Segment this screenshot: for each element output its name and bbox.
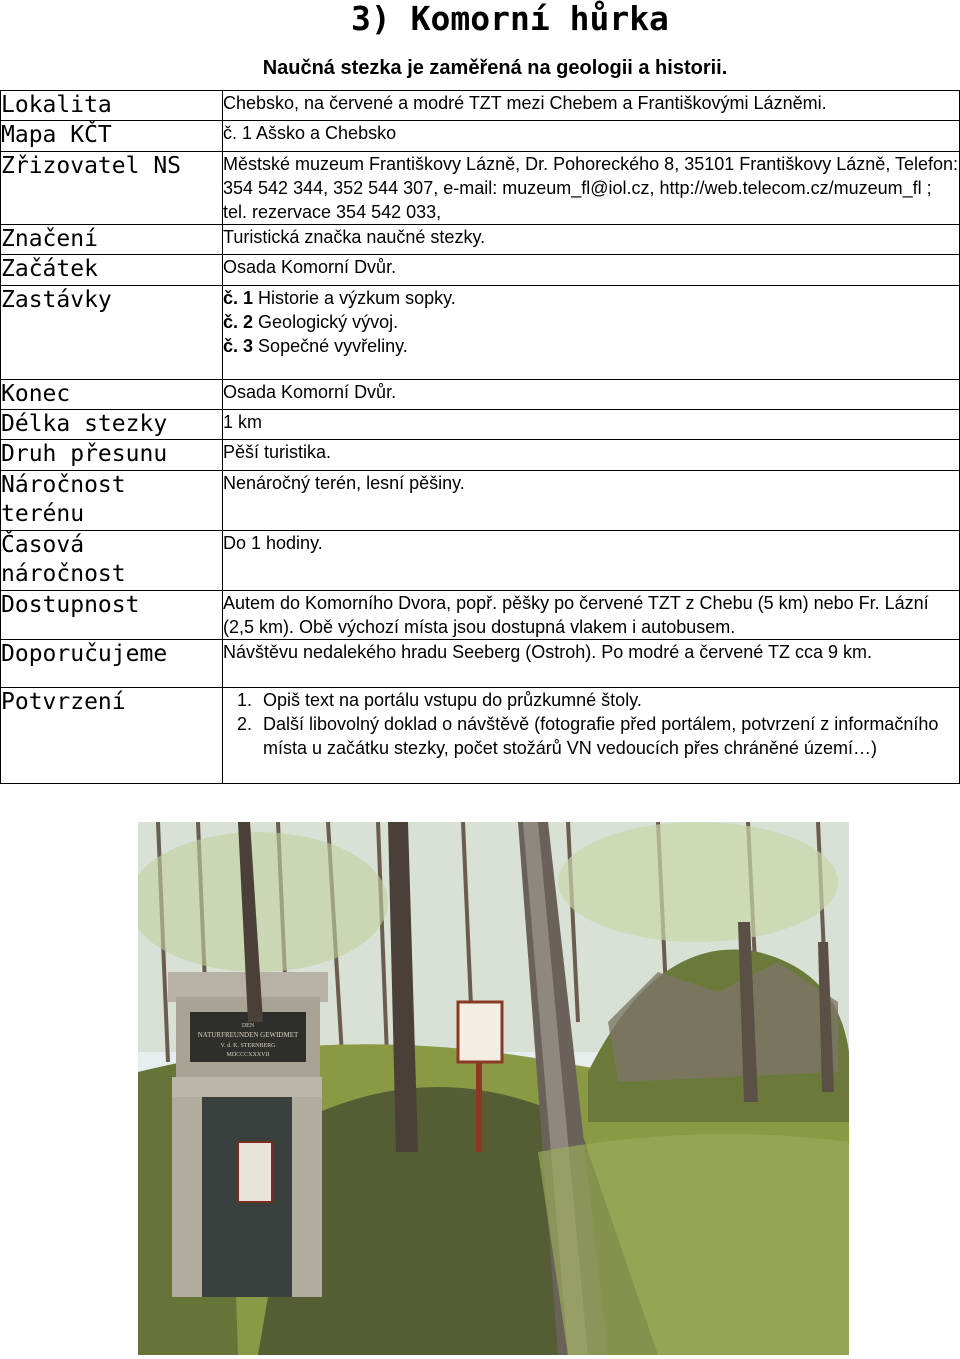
- label-doporucujeme: Doporučujeme: [1, 640, 223, 688]
- page-subtitle: Naučná stezka je zaměřená na geologii a historii.: [262, 57, 728, 79]
- value-konec: Osada Komorní Dvůr.: [223, 380, 960, 410]
- label-potvrzeni: Potvrzení: [1, 688, 223, 784]
- row-zacatek: [1, 255, 960, 286]
- stop-text: Historie a výzkum sopky.: [258, 288, 456, 308]
- value-delka: 1 km: [223, 410, 960, 440]
- label-narocnost: Náročnost terénu: [1, 471, 223, 531]
- value-znaceni: Turistická značka naučné stezky.: [223, 225, 960, 255]
- page-title: 3) Komorní hůrka: [351, 0, 669, 38]
- row-lokalita: [1, 91, 960, 121]
- stop-text: Geologický vývoj.: [258, 312, 399, 332]
- plaque-line: NATURFREUNDEN GEWIDMET: [197, 1031, 299, 1039]
- info-sign: [238, 1142, 272, 1202]
- portal-right-pillar: [292, 1097, 322, 1297]
- portal-lintel: [172, 1077, 322, 1097]
- confirmation-item: 1. Opiš text na portálu vstupu do průzkumné štoly.: [257, 688, 959, 712]
- label-druh: Druh přesunu: [1, 440, 223, 471]
- value-druh: Pěší turistika.: [223, 440, 960, 471]
- foliage-top-right: [558, 822, 838, 942]
- row-zastavky: [1, 286, 960, 380]
- row-znaceni: [1, 225, 960, 255]
- value-zrizovatel: Městské muzeum Františkovy Lázně, Dr. Pohoreckého 8, 35101 Františkovy Lázně, Telefon: 354 542 344, 352 544 307, e-mail: muzeum_fl@iol.cz, http://web.telecom.cz/muzeum_fl ; tel. rezervace 354 542 033,: [223, 152, 960, 225]
- foliage-top-left: [138, 832, 388, 972]
- trail-info-table: [0, 90, 960, 784]
- stop-number: č. 1: [223, 288, 254, 308]
- stop-item: [223, 286, 959, 310]
- row-zrizovatel: [1, 152, 960, 225]
- portal-left-pillar: [172, 1097, 202, 1297]
- row-mapa: [1, 121, 960, 152]
- row-casova: [1, 531, 960, 591]
- row-doporucujeme: [1, 640, 960, 688]
- value-narocnost: Nenáročný terén, lesní pěšiny.: [223, 471, 960, 531]
- label-konec: Konec: [1, 380, 223, 410]
- row-dostupnost: [1, 591, 960, 640]
- label-znaceni: Značení: [1, 225, 223, 255]
- value-doporucujeme: Návštěvu nedalekého hradu Seeberg (Ostroh). Po modré a červené TZ cca 9 km.: [223, 640, 960, 688]
- signpost-board: [458, 1002, 502, 1062]
- label-zacatek: Začátek: [1, 255, 223, 286]
- stop-number: č. 3: [223, 336, 254, 356]
- label-zrizovatel: Zřizovatel NS: [1, 152, 223, 225]
- value-dostupnost: Autem do Komorního Dvora, popř. pěšky po červené TZT z Chebu (5 km) nebo Fr. Lázní (2,5 km). Obě výchozí místa jsou dostupná vlakem i autobusem.: [223, 591, 960, 640]
- value-mapa: č. 1 Ašsko a Chebsko: [223, 121, 960, 152]
- confirmation-item: 2. Další libovolný doklad o návštěvě (fotografie před portálem, potvrzení z informačního místa u začátku stezky, počet stožárů VN vedoucích přes chráněné území…): [257, 712, 959, 760]
- row-druh: [1, 440, 960, 471]
- trail-photo: [138, 822, 849, 1355]
- row-delka: [1, 410, 960, 440]
- label-dostupnost: Dostupnost: [1, 591, 223, 640]
- label-zastavky: Zastávky: [1, 286, 223, 380]
- value-lokalita: Chebsko, na červené a modré TZT mezi Chebem a Františkovými Lázněmi.: [223, 91, 960, 121]
- row-narocnost: [1, 471, 960, 531]
- value-zastavky: [223, 286, 960, 380]
- stop-text: Sopečné vyvřeliny.: [258, 336, 408, 356]
- row-potvrzeni: [1, 688, 960, 784]
- stop-item: [223, 310, 959, 334]
- label-delka: Délka stezky: [1, 410, 223, 440]
- stop-item: [223, 334, 959, 358]
- plaque-line: DEN: [241, 1023, 255, 1029]
- row-konec: [1, 380, 960, 410]
- plaque-line: V. d. K. STERNBERG: [220, 1043, 276, 1049]
- stop-number: č. 2: [223, 312, 254, 332]
- label-mapa: Mapa KČT: [1, 121, 223, 152]
- plaque-line: MDCCCXXXVII: [226, 1052, 270, 1058]
- value-casova: Do 1 hodiny.: [223, 531, 960, 591]
- label-casova: Časová náročnost: [1, 531, 223, 591]
- sunlit-grass: [538, 1134, 849, 1355]
- label-lokalita: Lokalita: [1, 91, 223, 121]
- value-potvrzeni: [223, 688, 960, 784]
- confirmation-list: [223, 688, 959, 760]
- value-zacatek: Osada Komorní Dvůr.: [223, 255, 960, 286]
